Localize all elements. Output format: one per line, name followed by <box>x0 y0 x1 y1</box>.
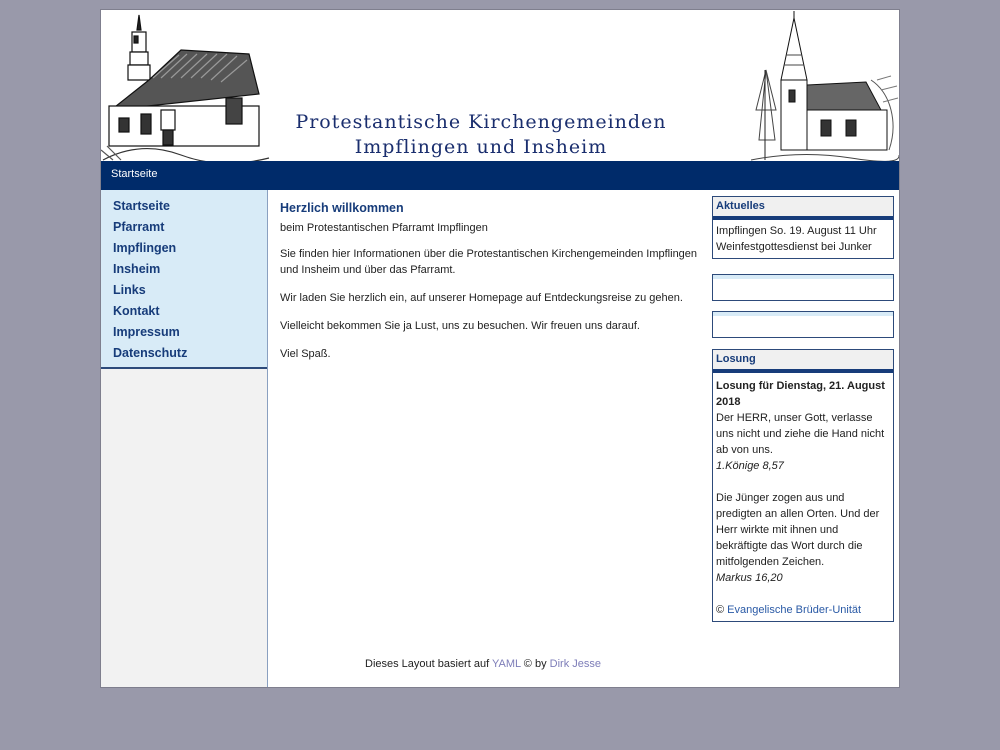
losung-reference-1: 1.Könige 8,57 <box>716 460 784 472</box>
empty-box-1 <box>712 274 894 301</box>
church-left-illustration <box>101 10 271 161</box>
sidebar-navigation <box>101 190 267 369</box>
sidebar-item-impflingen[interactable]: Impflingen <box>113 241 177 255</box>
footer-text-2: © by <box>523 658 547 670</box>
site-header <box>101 10 899 161</box>
sidebar-item-datenschutz[interactable]: Datenschutz <box>113 346 188 360</box>
aktuelles-text: Impflingen So. 19. August 11 Uhr Weinfestgottesdienst bei Junker <box>716 225 877 253</box>
content-paragraph: Viel Spaß. <box>280 348 331 360</box>
site-title-line1: Protestantische Kirchengemeinden <box>295 111 667 133</box>
top-navigation-bar <box>101 161 899 190</box>
aktuelles-box <box>712 196 894 259</box>
empty-box-body <box>713 312 893 337</box>
page-container <box>100 9 900 688</box>
losung-copyright <box>716 602 890 618</box>
content-paragraph: Vielleicht bekommen Sie ja Lust, uns zu besuchen. Wir freuen uns darauf. <box>280 320 640 332</box>
copyright-symbol: © <box>716 604 725 616</box>
page-title: Herzlich willkommen <box>280 201 404 215</box>
losung-title: Losung <box>713 350 893 373</box>
empty-box-body <box>713 275 893 300</box>
sidebar-item-pfarramt[interactable]: Pfarramt <box>113 220 165 234</box>
sidebar-item-insheim[interactable]: Insheim <box>113 262 161 276</box>
left-sidebar <box>101 190 268 687</box>
spacer <box>716 474 890 490</box>
church-right-illustration <box>751 10 899 161</box>
aktuelles-title: Aktuelles <box>713 197 893 220</box>
site-title-line2: Impflingen und Insheim <box>354 136 608 158</box>
site-title <box>261 110 701 160</box>
spacer <box>716 586 890 602</box>
content-paragraph: Sie finden hier Informationen über die Protestantischen Kirchengemeinden Impflingen und Insheim und über das Pfarramt. <box>280 248 698 276</box>
losung-heading: Losung für Dienstag, 21. August 2018 <box>716 380 885 408</box>
losung-body <box>713 373 893 621</box>
page-footer <box>365 658 601 670</box>
losung-box <box>712 349 894 622</box>
sidebar-item-startseite[interactable]: Startseite <box>113 199 170 213</box>
topnav-item-startseite[interactable]: Startseite <box>111 168 158 180</box>
footer-text-1: Dieses Layout basiert auf <box>365 658 490 670</box>
losung-text-1: Der HERR, unser Gott, verlasse uns nicht und ziehe die Hand nicht ab von uns. <box>716 412 885 456</box>
footer-link-yaml[interactable]: YAML <box>492 658 521 670</box>
sidebar-item-kontakt[interactable]: Kontakt <box>113 304 160 318</box>
losung-text-2: Die Jünger zogen aus und predigten an allen Orten. Und der Herr wirkte mit ihnen und bekräftigte das Wort durch die mitfolgenden Zeichen. <box>716 492 880 568</box>
losung-source-link[interactable]: Evangelische Brüder-Unität <box>727 604 862 616</box>
content-paragraph: Wir laden Sie herzlich ein, auf unserer Homepage auf Entdeckungsreise zu gehen. <box>280 292 683 304</box>
sidebar-item-links[interactable]: Links <box>113 283 146 297</box>
footer-link-author[interactable]: Dirk Jesse <box>549 658 601 670</box>
losung-reference-2: Markus 16,20 <box>716 572 783 584</box>
page-subtitle: beim Protestantischen Pfarramt Impflingen <box>280 222 488 234</box>
main-content <box>280 190 700 374</box>
sidebar-item-impressum[interactable]: Impressum <box>113 325 180 339</box>
empty-box-2 <box>712 311 894 338</box>
